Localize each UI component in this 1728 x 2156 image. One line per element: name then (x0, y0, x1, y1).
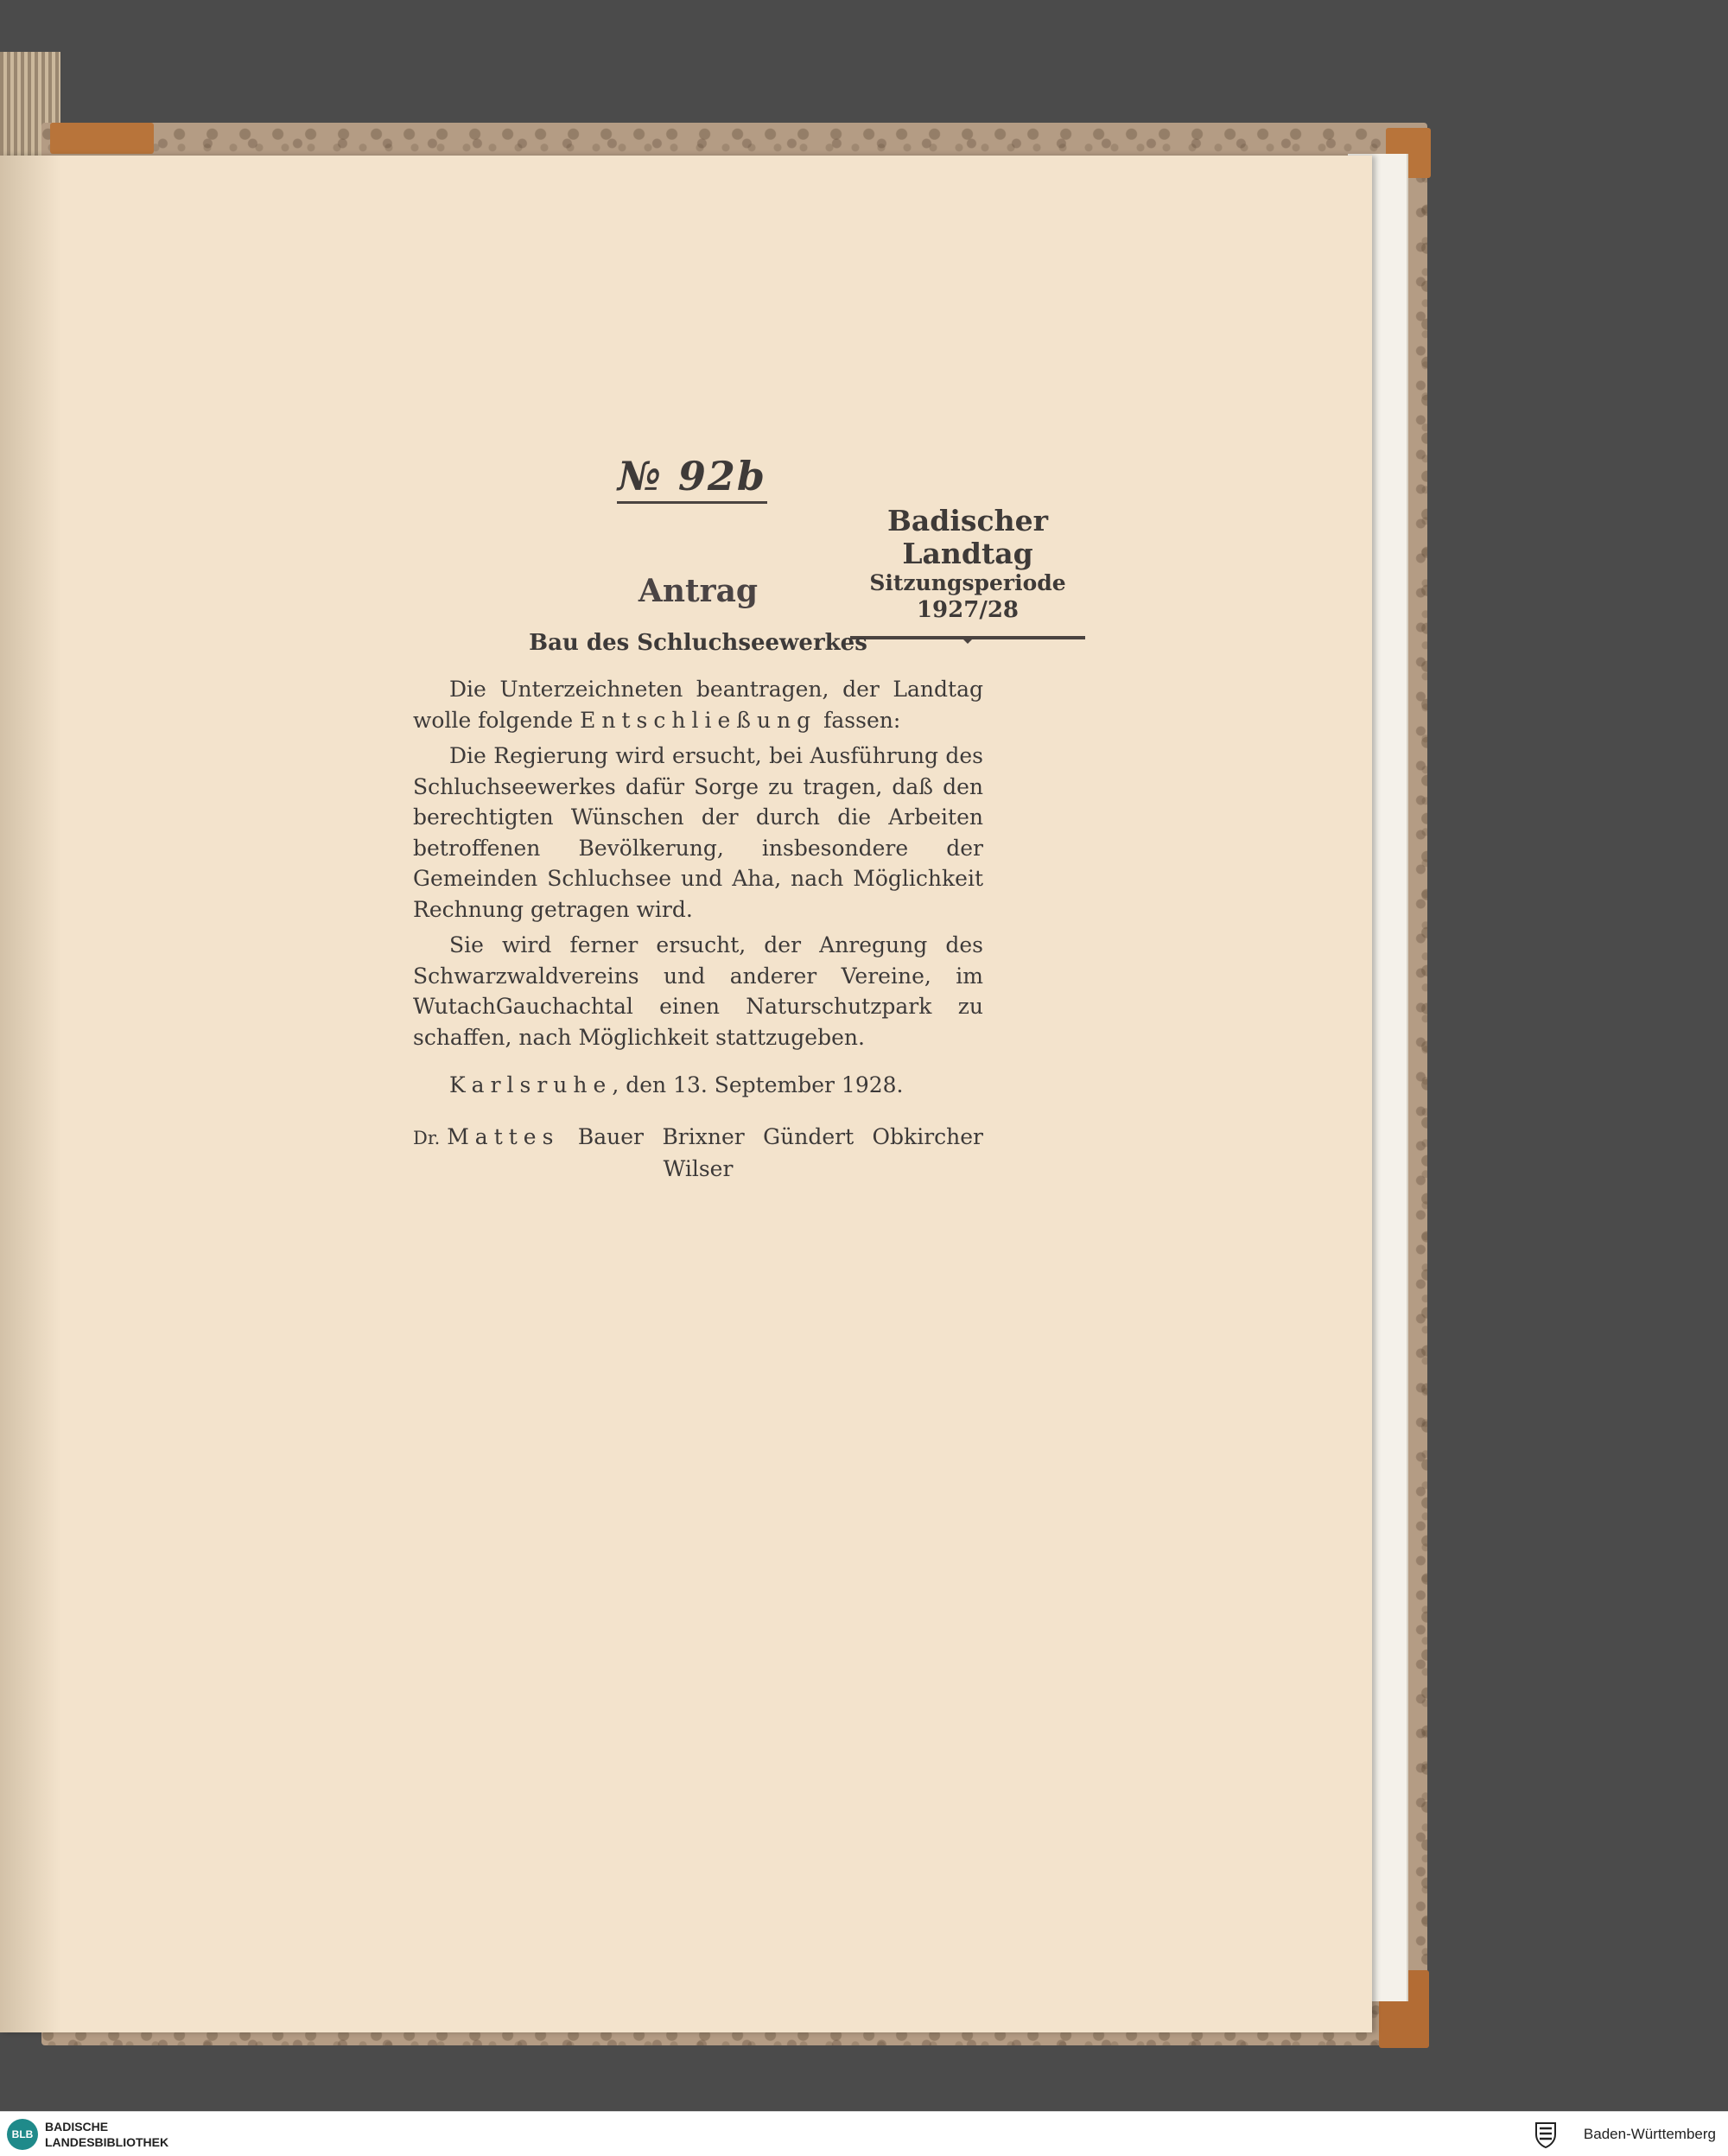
signer-obkircher: Obkircher (872, 1123, 983, 1149)
signer-mattes: Mattes (447, 1123, 560, 1149)
document-number: № 92b (617, 453, 767, 504)
stamp-session: Sitzungsperiode (869, 570, 1066, 595)
paragraph-text: Die Unterzeichneten beantragen, der Landtag wolle folgende (413, 677, 983, 733)
blb-name-line2: LANDESBIBLIOTHEK (45, 2135, 169, 2149)
date-line (413, 1070, 983, 1101)
signatories-row (413, 1122, 983, 1154)
doc-title: Antrag (638, 573, 759, 609)
document-body (413, 570, 983, 1185)
baden-wuerttemberg-crest-icon[interactable] (1533, 2121, 1559, 2148)
signer-title: Dr. (413, 1127, 441, 1148)
footer-bar (0, 2111, 1728, 2156)
stamp-title: Badischer Landtag (887, 504, 1048, 570)
paragraph-text: fassen: (823, 707, 901, 733)
signer-bauer: Bauer (577, 1123, 644, 1149)
blb-name[interactable] (45, 2119, 168, 2150)
signer-wilser: Wilser (663, 1155, 734, 1181)
doc-subtitle: Bau des Schluchseewerkes (529, 630, 867, 656)
paragraph-motion (413, 674, 983, 735)
baden-wuerttemberg-name[interactable]: Baden-Württemberg (1583, 2126, 1716, 2142)
cover-corner-leather (50, 123, 154, 154)
paragraph-request-1: Die Regierung wird ersucht, bei Ausführung des Schluchseewerkes dafür Sorge zu tragen, daß den berechtigten Wünschen der durch die Arbeiten betroffenen Bevölkerung, insbesondere der Gemeinden Schluchsee und Aha, nach Möglichkeit Rechnung getragen wird. (413, 743, 983, 922)
signatories (413, 1122, 983, 1185)
blb-logo-icon[interactable]: BLB (7, 2119, 38, 2150)
date-place: Karlsruhe (449, 1072, 613, 1097)
signer-name (413, 1122, 559, 1154)
date-text: , den 13. September 1928. (612, 1072, 904, 1097)
spaced-word: Entschließung (580, 707, 817, 733)
paragraph-request-2: Sie wird ferner ersucht, der Anregung des Schwarzwaldvereins und anderer Vereine, im WutachGauchachtal einen Naturschutzpark zu schaffen, nach Möglichkeit stattzugeben. (413, 932, 983, 1050)
stamp-years: 1927/28 (916, 597, 1020, 623)
signer-brixner: Brixner (662, 1123, 745, 1149)
blb-name-line1: BADISCHE (45, 2120, 109, 2134)
signer-gundert: Gündert (763, 1123, 854, 1149)
